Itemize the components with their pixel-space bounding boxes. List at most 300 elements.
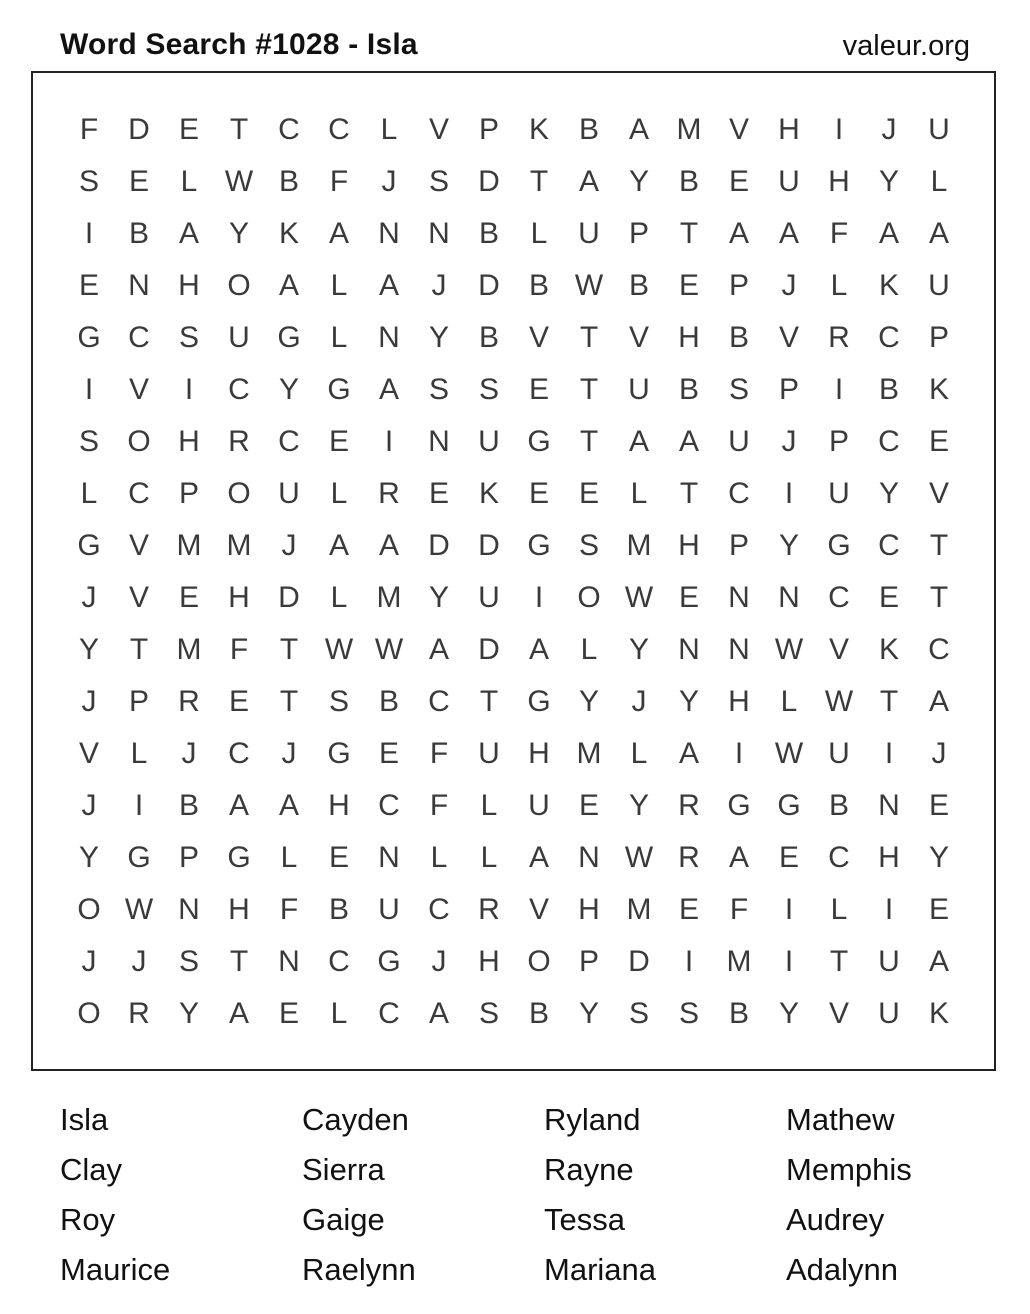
grid-cell[interactable]: J (931, 737, 947, 770)
grid-cell[interactable]: I (84, 373, 94, 406)
grid-cell[interactable]: E (178, 113, 199, 146)
grid-cell[interactable]: W (574, 269, 604, 302)
grid-cell[interactable]: J (281, 529, 297, 562)
grid-cell[interactable]: E (328, 841, 349, 874)
grid-cell[interactable]: U (828, 737, 850, 770)
grid-cell[interactable]: T (529, 165, 549, 198)
grid-cell[interactable]: V (128, 581, 149, 614)
grid-cell[interactable]: I (184, 373, 194, 406)
grid-cell[interactable]: L (930, 165, 948, 198)
grid-cell[interactable]: T (279, 633, 299, 666)
grid-cell[interactable]: V (528, 321, 549, 354)
grid-cell[interactable]: T (579, 321, 599, 354)
grid-cell[interactable]: A (378, 529, 399, 562)
grid-cell[interactable]: T (879, 685, 899, 718)
grid-cell[interactable]: B (128, 217, 149, 250)
grid-cell[interactable]: J (631, 685, 647, 718)
grid-cell[interactable]: E (728, 165, 749, 198)
grid-cell[interactable]: B (678, 373, 699, 406)
grid-cell[interactable]: Y (178, 997, 199, 1030)
grid-cell[interactable]: O (227, 477, 251, 510)
grid-cell[interactable]: G (277, 321, 301, 354)
grid-cell[interactable]: Y (78, 841, 99, 874)
grid-cell[interactable]: J (81, 789, 97, 822)
grid-cell[interactable]: B (328, 893, 349, 926)
grid-cell[interactable]: A (928, 945, 949, 978)
grid-cell[interactable]: R (828, 321, 850, 354)
grid-cell[interactable]: C (228, 737, 250, 770)
grid-cell[interactable]: U (478, 425, 500, 458)
grid-cell[interactable]: N (128, 269, 150, 302)
grid-cell[interactable]: M (226, 529, 252, 562)
grid-cell[interactable]: Y (778, 997, 799, 1030)
grid-cell[interactable]: K (928, 997, 949, 1030)
grid-cell[interactable]: N (378, 217, 400, 250)
grid-cell[interactable]: R (228, 425, 250, 458)
grid-cell[interactable]: B (478, 217, 499, 250)
grid-cell[interactable]: V (828, 997, 849, 1030)
grid-cell[interactable]: Y (778, 529, 799, 562)
grid-cell[interactable]: B (278, 165, 299, 198)
grid-cell[interactable]: U (578, 217, 600, 250)
grid-cell[interactable]: T (679, 477, 699, 510)
grid-cell[interactable]: Y (878, 165, 899, 198)
grid-cell[interactable]: E (78, 269, 99, 302)
grid-cell[interactable]: B (728, 997, 749, 1030)
grid-cell[interactable]: M (176, 529, 202, 562)
grid-cell[interactable]: C (228, 373, 250, 406)
grid-cell[interactable]: H (228, 581, 250, 614)
grid-cell[interactable]: N (778, 581, 800, 614)
grid-cell[interactable]: E (528, 373, 549, 406)
grid-cell[interactable]: J (881, 113, 897, 146)
grid-cell[interactable]: H (528, 737, 550, 770)
grid-cell[interactable]: M (726, 945, 752, 978)
grid-cell[interactable]: V (628, 321, 649, 354)
grid-cell[interactable]: H (778, 113, 800, 146)
grid-cell[interactable]: N (428, 425, 450, 458)
grid-cell[interactable]: C (878, 425, 900, 458)
grid-cell[interactable]: M (176, 633, 202, 666)
grid-cell[interactable]: E (578, 789, 599, 822)
grid-cell[interactable]: G (727, 789, 751, 822)
grid-cell[interactable]: W (374, 633, 404, 666)
grid-cell[interactable]: I (84, 217, 94, 250)
grid-cell[interactable]: D (478, 633, 500, 666)
grid-cell[interactable]: Y (628, 789, 649, 822)
grid-cell[interactable]: G (327, 737, 351, 770)
grid-cell[interactable]: L (330, 477, 348, 510)
grid-cell[interactable]: P (728, 529, 749, 562)
grid-cell[interactable]: H (228, 893, 250, 926)
grid-cell[interactable]: E (878, 581, 899, 614)
grid-cell[interactable]: V (728, 113, 749, 146)
grid-cell[interactable]: T (229, 113, 249, 146)
grid-cell[interactable]: L (430, 841, 448, 874)
grid-cell[interactable]: K (878, 269, 899, 302)
grid-cell[interactable]: J (181, 737, 197, 770)
grid-cell[interactable]: P (578, 945, 599, 978)
grid-cell[interactable]: I (784, 945, 794, 978)
grid-cell[interactable]: A (878, 217, 899, 250)
grid-cell[interactable]: O (77, 893, 101, 926)
grid-cell[interactable]: J (431, 945, 447, 978)
grid-cell[interactable]: Y (928, 841, 949, 874)
grid-cell[interactable]: C (328, 113, 350, 146)
grid-cell[interactable]: U (628, 373, 650, 406)
grid-cell[interactable]: L (830, 269, 848, 302)
grid-cell[interactable]: N (728, 633, 750, 666)
grid-cell[interactable]: F (429, 789, 449, 822)
grid-cell[interactable]: W (324, 633, 354, 666)
grid-cell[interactable]: I (834, 113, 844, 146)
grid-cell[interactable]: C (728, 477, 750, 510)
grid-cell[interactable]: S (78, 165, 99, 198)
grid-cell[interactable]: A (928, 217, 949, 250)
grid-cell[interactable]: V (128, 373, 149, 406)
grid-cell[interactable]: I (134, 789, 144, 822)
grid-cell[interactable]: S (678, 997, 699, 1030)
grid-cell[interactable]: G (527, 685, 551, 718)
grid-cell[interactable]: P (178, 841, 199, 874)
grid-cell[interactable]: C (278, 425, 300, 458)
grid-cell[interactable]: B (478, 321, 499, 354)
grid-cell[interactable]: E (328, 425, 349, 458)
grid-cell[interactable]: Y (278, 373, 299, 406)
grid-cell[interactable]: Y (578, 685, 599, 718)
grid-cell[interactable]: W (624, 841, 654, 874)
grid-cell[interactable]: E (678, 581, 699, 614)
grid-cell[interactable]: C (878, 529, 900, 562)
grid-cell[interactable]: D (628, 945, 650, 978)
grid-cell[interactable]: D (278, 581, 300, 614)
grid-cell[interactable]: R (378, 477, 400, 510)
grid-cell[interactable]: T (579, 425, 599, 458)
grid-cell[interactable]: I (884, 893, 894, 926)
grid-cell[interactable]: J (81, 685, 97, 718)
grid-cell[interactable]: A (778, 217, 799, 250)
grid-cell[interactable]: G (127, 841, 151, 874)
grid-cell[interactable]: I (884, 737, 894, 770)
grid-cell[interactable]: S (428, 373, 449, 406)
grid-cell[interactable]: U (378, 893, 400, 926)
grid-cell[interactable]: W (824, 685, 854, 718)
grid-cell[interactable]: R (678, 789, 700, 822)
grid-cell[interactable]: B (878, 373, 899, 406)
grid-cell[interactable]: D (478, 165, 500, 198)
grid-cell[interactable]: I (834, 373, 844, 406)
grid-cell[interactable]: C (828, 841, 850, 874)
grid-cell[interactable]: S (578, 529, 599, 562)
grid-cell[interactable]: G (77, 321, 101, 354)
grid-cell[interactable]: A (378, 269, 399, 302)
grid-cell[interactable]: O (77, 997, 101, 1030)
grid-cell[interactable]: E (228, 685, 249, 718)
grid-cell[interactable]: H (828, 165, 850, 198)
grid-cell[interactable]: V (78, 737, 99, 770)
grid-cell[interactable]: P (628, 217, 649, 250)
grid-cell[interactable]: W (124, 893, 154, 926)
grid-cell[interactable]: A (228, 997, 249, 1030)
grid-cell[interactable]: T (929, 529, 949, 562)
grid-cell[interactable]: W (224, 165, 254, 198)
grid-cell[interactable]: N (378, 841, 400, 874)
grid-cell[interactable]: B (828, 789, 849, 822)
grid-cell[interactable]: C (378, 789, 400, 822)
grid-cell[interactable]: G (77, 529, 101, 562)
grid-cell[interactable]: B (528, 997, 549, 1030)
grid-cell[interactable]: C (878, 321, 900, 354)
grid-cell[interactable]: D (428, 529, 450, 562)
grid-cell[interactable]: F (79, 113, 99, 146)
grid-cell[interactable]: P (728, 269, 749, 302)
grid-cell[interactable]: H (178, 269, 200, 302)
grid-cell[interactable]: A (428, 633, 449, 666)
grid-cell[interactable]: A (178, 217, 199, 250)
grid-cell[interactable]: I (734, 737, 744, 770)
grid-cell[interactable]: V (428, 113, 449, 146)
grid-cell[interactable]: S (178, 321, 199, 354)
grid-cell[interactable]: S (428, 165, 449, 198)
grid-cell[interactable]: Y (628, 633, 649, 666)
grid-cell[interactable]: B (178, 789, 199, 822)
grid-cell[interactable]: G (777, 789, 801, 822)
grid-cell[interactable]: C (428, 893, 450, 926)
grid-cell[interactable]: N (728, 581, 750, 614)
grid-cell[interactable]: S (178, 945, 199, 978)
grid-cell[interactable]: L (630, 477, 648, 510)
grid-cell[interactable]: E (678, 893, 699, 926)
grid-cell[interactable]: Y (628, 165, 649, 198)
grid-cell[interactable]: F (729, 893, 749, 926)
grid-cell[interactable]: Y (428, 321, 449, 354)
grid-cell[interactable]: Y (878, 477, 899, 510)
grid-cell[interactable]: S (78, 425, 99, 458)
grid-cell[interactable]: A (728, 841, 749, 874)
grid-cell[interactable]: L (830, 893, 848, 926)
grid-cell[interactable]: A (378, 373, 399, 406)
grid-cell[interactable]: A (328, 529, 349, 562)
grid-cell[interactable]: S (478, 373, 499, 406)
grid-cell[interactable]: U (878, 945, 900, 978)
grid-cell[interactable]: A (278, 789, 299, 822)
grid-cell[interactable]: M (626, 529, 652, 562)
grid-cell[interactable]: Y (428, 581, 449, 614)
grid-cell[interactable]: N (428, 217, 450, 250)
grid-cell[interactable]: J (281, 737, 297, 770)
grid-cell[interactable]: U (878, 997, 900, 1030)
grid-cell[interactable]: C (378, 997, 400, 1030)
grid-cell[interactable]: L (780, 685, 798, 718)
grid-cell[interactable]: P (178, 477, 199, 510)
grid-cell[interactable]: U (528, 789, 550, 822)
grid-cell[interactable]: A (628, 113, 649, 146)
grid-cell[interactable]: R (128, 997, 150, 1030)
grid-cell[interactable]: I (784, 893, 794, 926)
grid-cell[interactable]: P (828, 425, 849, 458)
grid-cell[interactable]: H (878, 841, 900, 874)
grid-cell[interactable]: C (128, 477, 150, 510)
grid-cell[interactable]: O (577, 581, 601, 614)
grid-cell[interactable]: L (380, 113, 398, 146)
grid-cell[interactable]: K (478, 477, 499, 510)
grid-cell[interactable]: N (178, 893, 200, 926)
grid-cell[interactable]: T (929, 581, 949, 614)
grid-cell[interactable]: E (928, 425, 949, 458)
grid-cell[interactable]: L (530, 217, 548, 250)
grid-cell[interactable]: C (828, 581, 850, 614)
grid-cell[interactable]: J (381, 165, 397, 198)
grid-cell[interactable]: G (227, 841, 251, 874)
grid-cell[interactable]: F (229, 633, 249, 666)
grid-cell[interactable]: V (928, 477, 949, 510)
grid-cell[interactable]: D (128, 113, 150, 146)
grid-cell[interactable]: P (478, 113, 499, 146)
grid-cell[interactable]: N (278, 945, 300, 978)
grid-cell[interactable]: A (528, 633, 549, 666)
grid-cell[interactable]: T (229, 945, 249, 978)
grid-cell[interactable]: D (478, 529, 500, 562)
grid-cell[interactable]: U (728, 425, 750, 458)
grid-cell[interactable]: B (728, 321, 749, 354)
grid-cell[interactable]: Y (678, 685, 699, 718)
grid-cell[interactable]: J (781, 269, 797, 302)
grid-cell[interactable]: L (630, 737, 648, 770)
grid-cell[interactable]: A (928, 685, 949, 718)
grid-cell[interactable]: A (678, 737, 699, 770)
grid-cell[interactable]: D (478, 269, 500, 302)
grid-cell[interactable]: I (784, 477, 794, 510)
grid-cell[interactable]: B (528, 269, 549, 302)
grid-cell[interactable]: L (330, 321, 348, 354)
grid-cell[interactable]: A (678, 425, 699, 458)
grid-cell[interactable]: T (279, 685, 299, 718)
grid-cell[interactable]: W (774, 633, 804, 666)
grid-cell[interactable]: T (679, 217, 699, 250)
grid-cell[interactable]: I (384, 425, 394, 458)
grid-cell[interactable]: A (528, 841, 549, 874)
grid-cell[interactable]: L (330, 997, 348, 1030)
grid-cell[interactable]: B (378, 685, 399, 718)
grid-cell[interactable]: N (378, 321, 400, 354)
grid-cell[interactable]: Y (78, 633, 99, 666)
grid-cell[interactable]: I (684, 945, 694, 978)
grid-cell[interactable]: O (227, 269, 251, 302)
grid-cell[interactable]: G (827, 529, 851, 562)
grid-cell[interactable]: O (527, 945, 551, 978)
grid-cell[interactable]: E (178, 581, 199, 614)
grid-cell[interactable]: A (428, 997, 449, 1030)
grid-cell[interactable]: M (376, 581, 402, 614)
grid-cell[interactable]: P (928, 321, 949, 354)
grid-cell[interactable]: C (278, 113, 300, 146)
grid-cell[interactable]: A (728, 217, 749, 250)
grid-cell[interactable]: W (624, 581, 654, 614)
grid-cell[interactable]: L (330, 581, 348, 614)
grid-cell[interactable]: A (228, 789, 249, 822)
grid-cell[interactable]: E (378, 737, 399, 770)
grid-cell[interactable]: H (178, 425, 200, 458)
grid-cell[interactable]: M (576, 737, 602, 770)
grid-cell[interactable]: C (428, 685, 450, 718)
grid-cell[interactable]: C (128, 321, 150, 354)
grid-cell[interactable]: V (128, 529, 149, 562)
grid-cell[interactable]: T (479, 685, 499, 718)
grid-cell[interactable]: H (478, 945, 500, 978)
grid-cell[interactable]: T (579, 373, 599, 406)
grid-cell[interactable]: Y (578, 997, 599, 1030)
grid-cell[interactable]: S (728, 373, 749, 406)
grid-cell[interactable]: M (626, 893, 652, 926)
grid-cell[interactable]: A (578, 165, 599, 198)
grid-cell[interactable]: T (129, 633, 149, 666)
grid-cell[interactable]: J (81, 945, 97, 978)
grid-cell[interactable]: G (527, 425, 551, 458)
grid-cell[interactable]: L (130, 737, 148, 770)
grid-cell[interactable]: L (580, 633, 598, 666)
grid-cell[interactable]: H (578, 893, 600, 926)
grid-cell[interactable]: E (578, 477, 599, 510)
grid-cell[interactable]: L (330, 269, 348, 302)
grid-cell[interactable]: U (928, 113, 950, 146)
grid-cell[interactable]: N (678, 633, 700, 666)
grid-cell[interactable]: L (180, 165, 198, 198)
grid-cell[interactable]: N (878, 789, 900, 822)
grid-cell[interactable]: O (127, 425, 151, 458)
grid-cell[interactable]: W (774, 737, 804, 770)
grid-cell[interactable]: E (778, 841, 799, 874)
grid-cell[interactable]: U (828, 477, 850, 510)
grid-cell[interactable]: R (678, 841, 700, 874)
grid-cell[interactable]: J (781, 425, 797, 458)
grid-cell[interactable]: E (928, 893, 949, 926)
grid-cell[interactable]: U (478, 581, 500, 614)
grid-cell[interactable]: L (480, 789, 498, 822)
grid-cell[interactable]: G (527, 529, 551, 562)
grid-cell[interactable]: U (778, 165, 800, 198)
grid-cell[interactable]: J (81, 581, 97, 614)
grid-cell[interactable]: U (928, 269, 950, 302)
grid-cell[interactable]: I (534, 581, 544, 614)
grid-cell[interactable]: E (678, 269, 699, 302)
grid-cell[interactable]: U (228, 321, 250, 354)
grid-cell[interactable]: H (328, 789, 350, 822)
grid-cell[interactable]: L (80, 477, 98, 510)
grid-cell[interactable]: E (528, 477, 549, 510)
grid-cell[interactable]: L (280, 841, 298, 874)
grid-cell[interactable]: H (728, 685, 750, 718)
grid-cell[interactable]: B (578, 113, 599, 146)
grid-cell[interactable]: C (328, 945, 350, 978)
grid-cell[interactable]: L (480, 841, 498, 874)
grid-cell[interactable]: S (328, 685, 349, 718)
grid-cell[interactable]: B (628, 269, 649, 302)
grid-cell[interactable]: A (328, 217, 349, 250)
grid-cell[interactable]: E (278, 997, 299, 1030)
grid-cell[interactable]: S (478, 997, 499, 1030)
grid-cell[interactable]: P (778, 373, 799, 406)
grid-cell[interactable]: R (178, 685, 200, 718)
grid-cell[interactable]: V (778, 321, 799, 354)
grid-cell[interactable]: F (429, 737, 449, 770)
grid-cell[interactable]: G (327, 373, 351, 406)
grid-cell[interactable]: N (578, 841, 600, 874)
grid-cell[interactable]: G (377, 945, 401, 978)
grid-cell[interactable]: Y (228, 217, 249, 250)
grid-cell[interactable]: H (678, 321, 700, 354)
grid-cell[interactable]: K (278, 217, 299, 250)
grid-cell[interactable]: S (628, 997, 649, 1030)
